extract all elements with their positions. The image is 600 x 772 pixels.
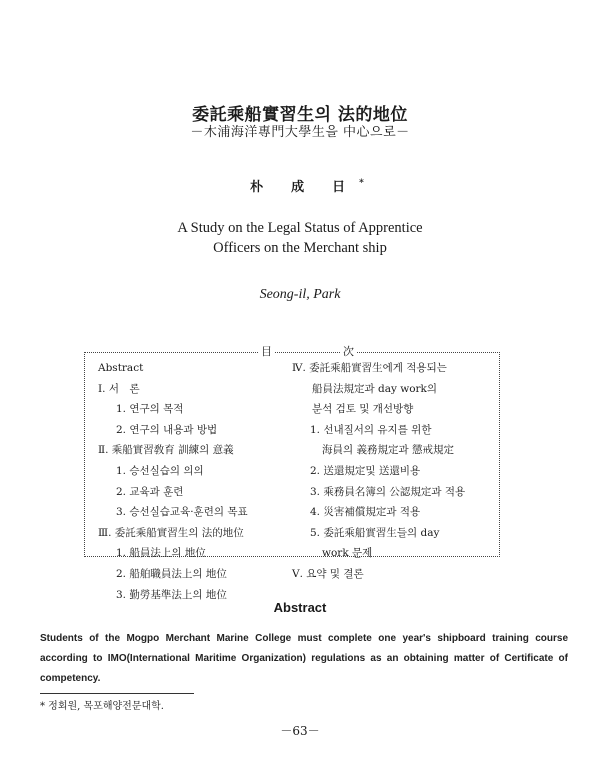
author-footnote-mark: * [359,178,364,189]
toc-entry: 3. 승선실습교육·훈련의 목표 [116,506,248,519]
author-korean [0,176,600,195]
toc-entry: 1. 船員法上의 地位 [116,547,206,560]
toc-left-column [98,358,248,605]
toc-entry: work 문제 [322,547,373,560]
page-number: －63－ [280,724,320,738]
toc-right-column [292,358,465,585]
toc-heading-right: 次 [340,343,357,359]
toc-entry: Ⅳ. 委託乘船實習生에게 적용되는 [292,362,447,374]
toc-entry: 4. 災害補償規定과 적용 [310,506,421,519]
abstract-body: Students of the Mogpo Merchant Marine College must complete one year's shipboard training course according to IMO(International Maritime Organization) regulations as an obtaining matter of Certificate of competency. [40,633,568,684]
toc-entry: Ⅱ. 乘船實習敎育 訓練의 意義 [98,444,234,457]
paper-title-english-line1: A Study on the Legal Status of Apprentice [177,220,423,236]
toc-entry: Ⅲ. 委託乘船實習生의 法的地位 [98,526,244,539]
author-char-1: 朴 [250,180,264,195]
toc-entry: 3. 乘務員名簿의 公認規定과 적용 [310,485,466,498]
toc-entry: 분석 검토 및 개선방향 [312,403,414,416]
toc-heading-left: 目 [258,343,275,359]
toc-entry: 1. 연구의 목적 [116,403,184,416]
author-char-2: 成 [291,180,305,195]
toc-entry: Ⅴ. 요약 및 결론 [292,567,364,580]
toc-entry: 5. 委託乘船實習生들의 day [310,526,440,539]
toc-entry: 1. 승선실습의 의의 [116,464,204,477]
author-english: Seong-il, Park [259,287,341,302]
footnote: * 정회원, 목포해양전문대학. [40,701,164,712]
toc-entry: 船員法規定과 day work의 [312,382,438,395]
toc-entry: 1. 선내질서의 유지를 위한 [310,423,432,436]
paper-title-korean: 委託乘船實習生의 法的地位 [192,105,408,125]
footnote-divider [40,693,194,694]
toc-entry: 2. 船舶職員法上의 地位 [116,567,227,580]
toc-entry: 海員의 義務規定과 懲戒規定 [322,444,454,457]
toc-entry: 2. 送還規定및 送還비용 [310,464,421,477]
paper-title-english-line2: Officers on the Merchant ship [213,240,387,256]
author-char-3: 日 [332,180,346,195]
toc-entry: Ⅰ. 서 론 [98,382,140,395]
toc-entry: 2. 교육과 훈련 [116,485,184,498]
toc-entry: 3. 勤勞基準法上의 地位 [116,588,227,601]
paper-subtitle-korean: －木浦海洋專門大學生을 中心으로－ [190,125,410,140]
abstract-heading: Abstract [273,600,327,615]
toc-entry: 2. 연구의 내용과 방법 [116,423,218,436]
toc-entry: Abstract [98,362,144,374]
